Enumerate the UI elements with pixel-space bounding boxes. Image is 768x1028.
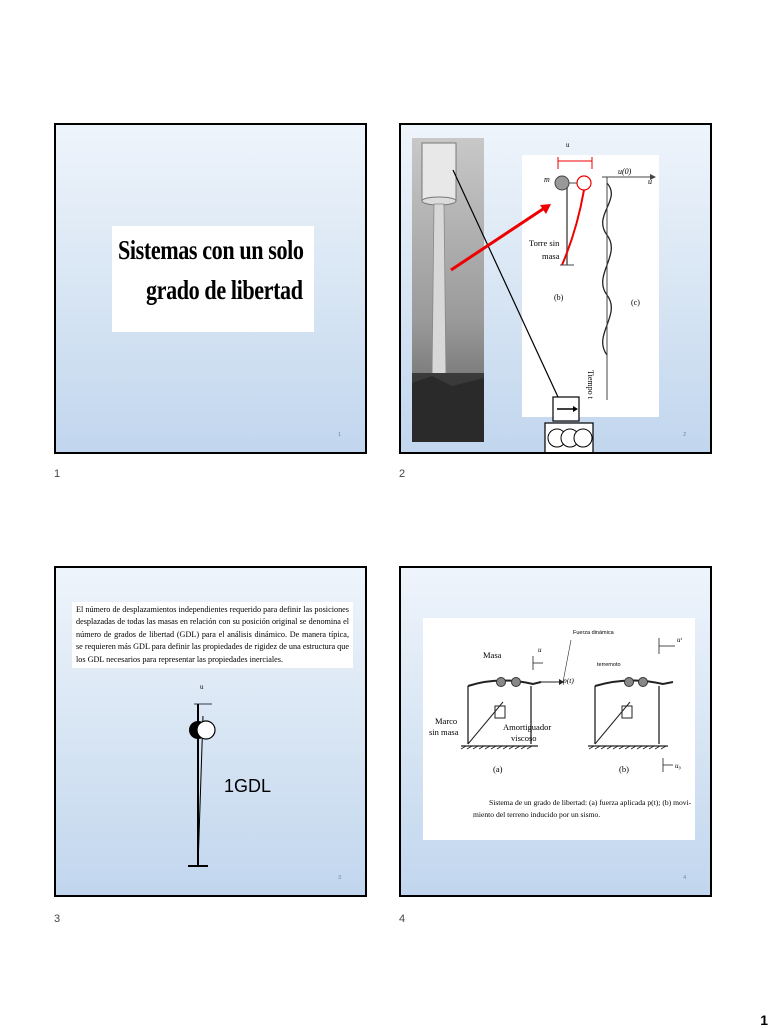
label-terremoto: terremoto	[597, 662, 621, 668]
label-masa: Masa	[483, 650, 502, 660]
single-dof-sketch	[166, 698, 286, 897]
label-amort-1: Amortiguador	[503, 722, 552, 732]
label-c: (c)	[631, 298, 640, 307]
label-a: (a)	[493, 764, 503, 774]
slide-2	[399, 123, 712, 454]
label-pt: p(t)	[563, 676, 574, 685]
label-b: (b)	[619, 764, 629, 774]
label-m: m	[544, 175, 550, 184]
label-time: Tiempo t	[586, 370, 595, 399]
title-line-2: grado de libertad	[146, 275, 303, 305]
slide-4-number: 4	[399, 913, 406, 925]
slide-3	[54, 566, 367, 897]
title-box	[112, 226, 314, 332]
label-amort-2: viscoso	[511, 733, 537, 743]
label-u-a: u	[538, 646, 542, 654]
figure-caption-1: Sistema de un grado de libertad: (a) fuerza aplicada p(t); (b) movi-	[489, 798, 692, 807]
label-ug: u₉	[675, 762, 681, 770]
gdl-definition-paragraph: El número de desplazamientos independientes requerido para definir las posiciones desplazadas de todas las masas en relación con su posición original se denomina el número de grados de libertad (GDL) para el análisis dinámico. De manera típica, se requieren más GDL para definir las propiedades de rigidez de una estructura que los GDL necesarios para representar las propiedades inerciales.	[72, 602, 353, 668]
slide-corner-number: 2	[683, 432, 686, 438]
label-u0: u(0)	[618, 167, 632, 176]
title-line-1: Sistemas con un solo	[118, 235, 304, 265]
label-tower-2: masa	[542, 251, 560, 261]
label-u-top: u	[566, 141, 570, 149]
label-u: u	[200, 683, 204, 691]
label-u-axis: u	[648, 177, 652, 186]
gdl-label: 1GDL	[224, 776, 272, 796]
overlay-annotations	[401, 125, 712, 454]
label-marco-1: Marco	[435, 716, 458, 726]
page-number: 1	[760, 1012, 768, 1028]
label-b: (b)	[554, 293, 564, 302]
slide-1	[54, 123, 367, 454]
slide-4	[399, 566, 712, 897]
sdof-figure	[423, 618, 695, 840]
label-fuerza: Fuerza dinámica	[573, 630, 614, 636]
slide-corner-number: 1	[338, 432, 341, 438]
label-marco-2: sin masa	[429, 727, 459, 737]
figure-caption-2: miento del terreno inducido por un sismo.	[473, 810, 601, 819]
slide-3-number: 3	[54, 913, 61, 925]
slide-corner-number: 3	[338, 875, 341, 881]
slide-corner-number: 4	[683, 875, 686, 881]
slide-2-number: 2	[399, 468, 406, 480]
label-tower: Torre sin	[529, 238, 560, 248]
label-ut: uᵗ	[677, 636, 682, 644]
slide-1-number: 1	[54, 468, 61, 480]
